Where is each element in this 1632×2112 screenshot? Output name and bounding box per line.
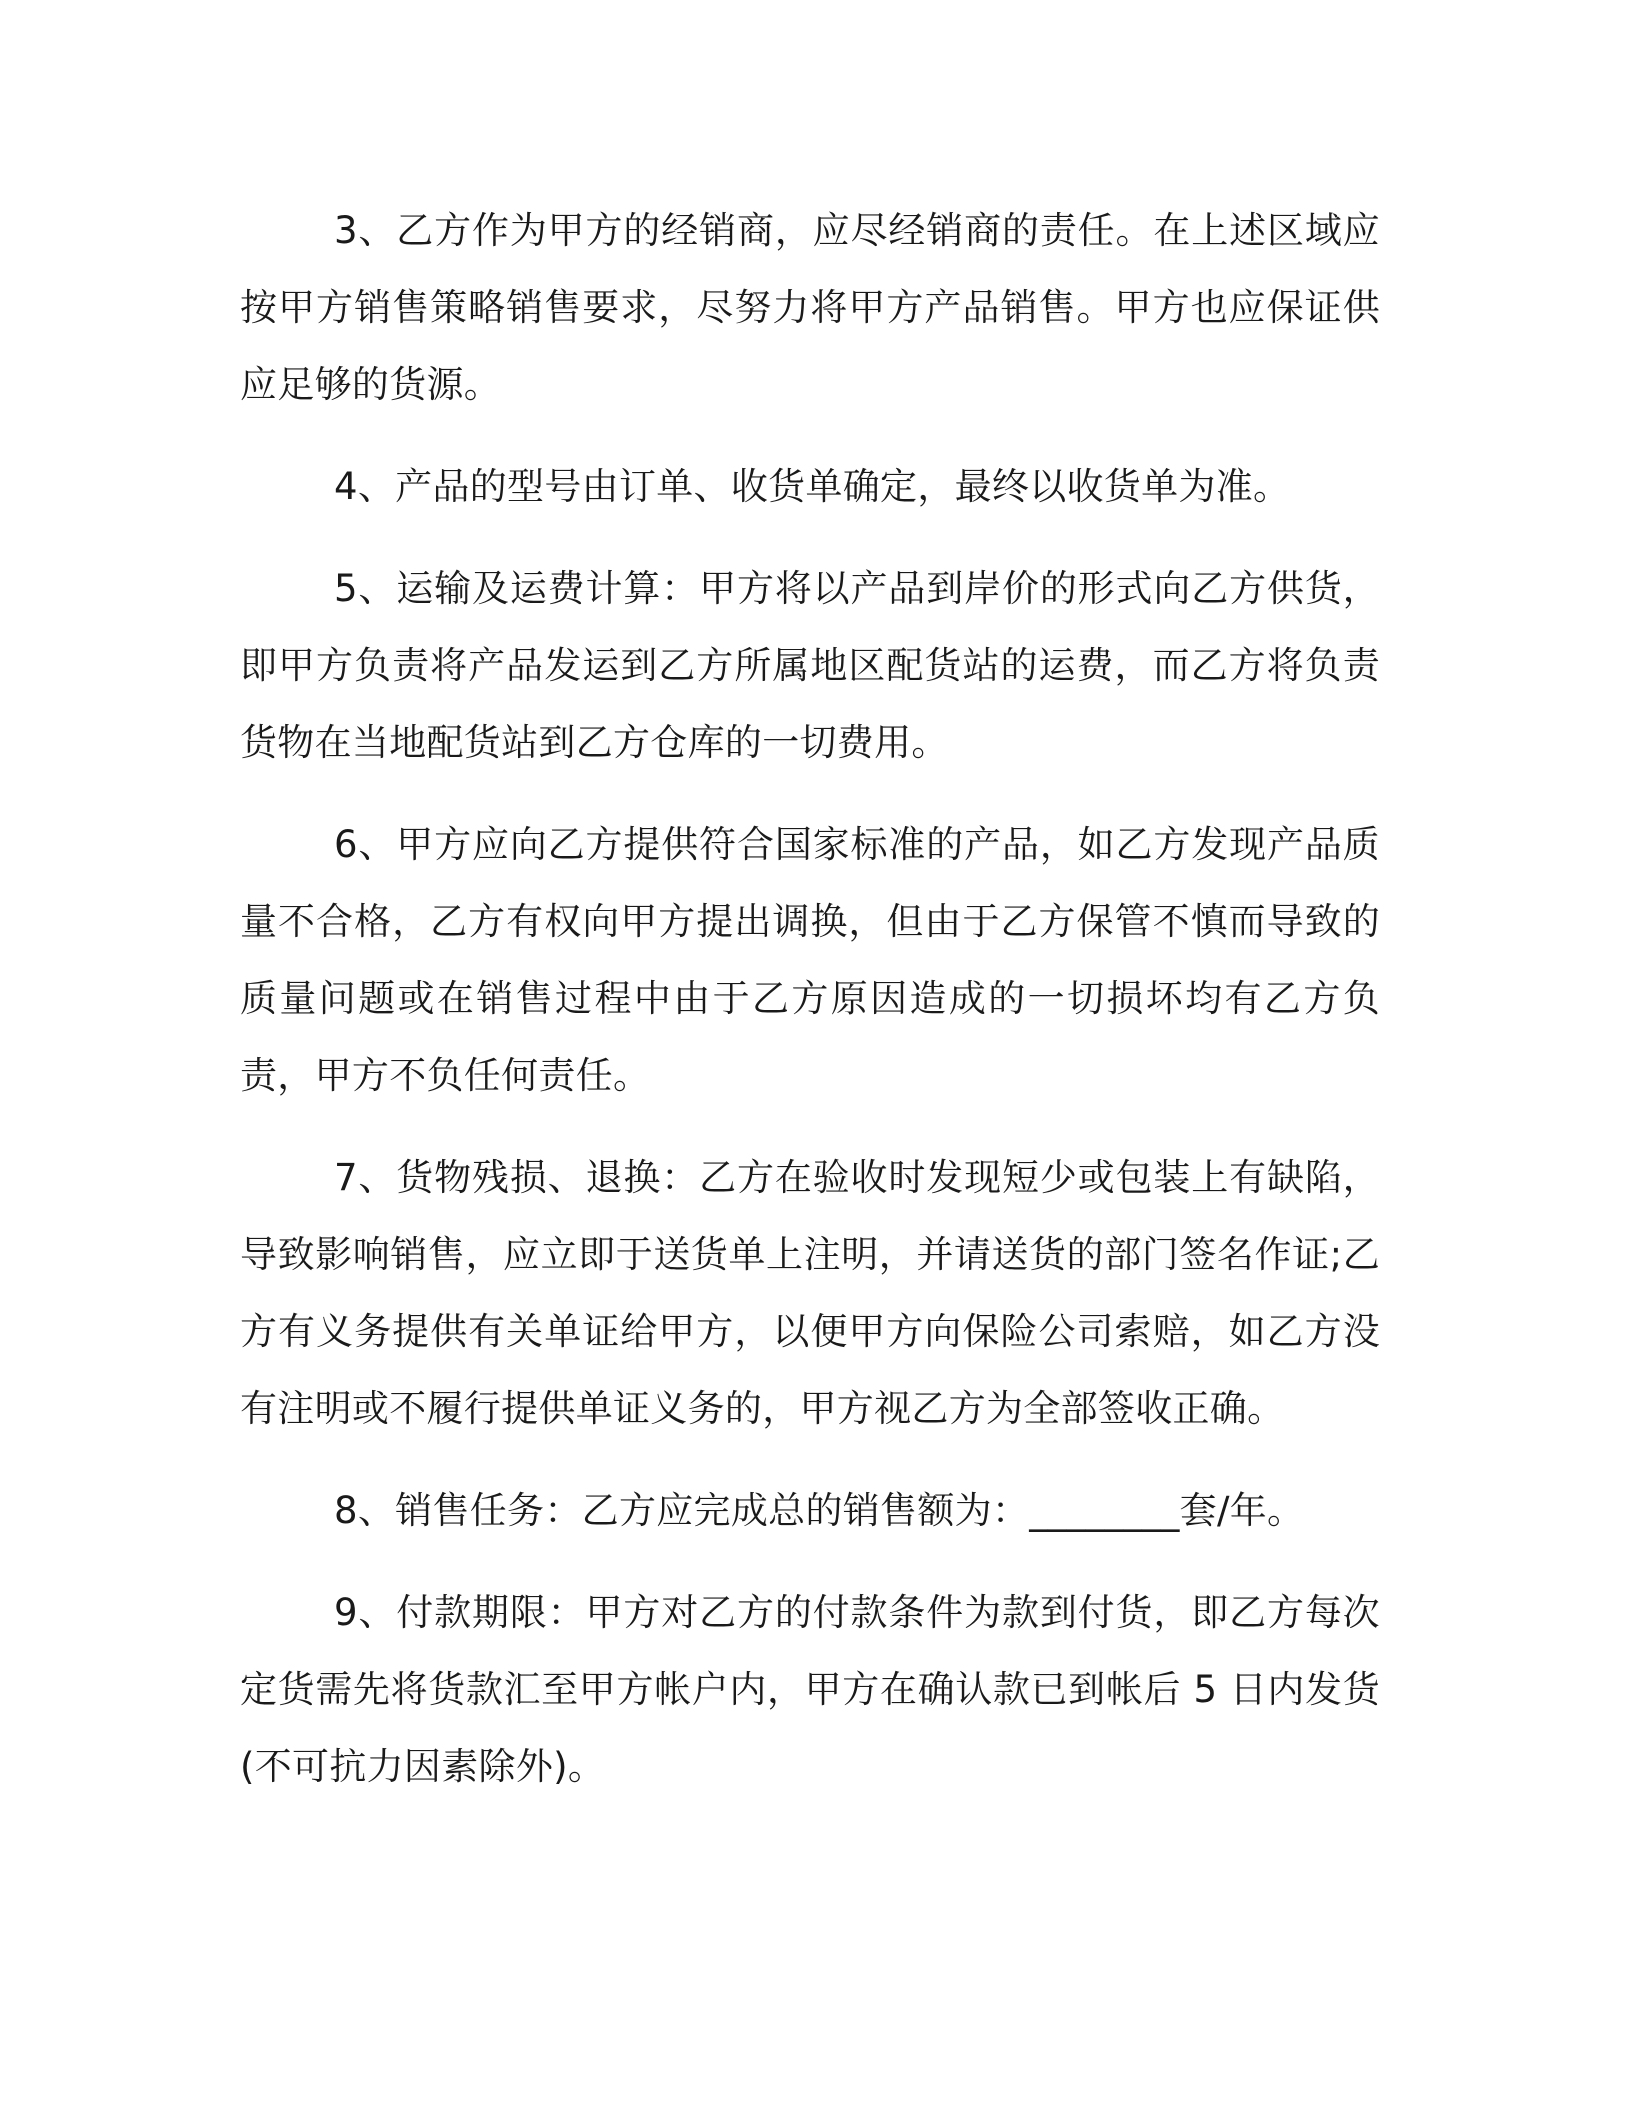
contract-body (240, 192, 1380, 1830)
clause-9: 9、付款期限：甲方对乙方的付款条件为款到付货，即乙方每次定货需先将货款汇至甲方帐户内，甲方在确认款已到帐后 5 日内发货(不可抗力因素除外)。 (240, 1591, 1380, 1788)
clause-7: 7、货物残损、退换：乙方在验收时发现短少或包装上有缺陷，导致影响销售，应立即于送货单上注明，并请送货的部门签名作证;乙方有义务提供有关单证给甲方，以便甲方向保险公司索赔，如乙方没有注明或不履行提供单证义务的，甲方视乙方为全部签收正确。 (240, 1156, 1380, 1430)
clause-6: 6、甲方应向乙方提供符合国家标准的产品，如乙方发现产品质量不合格，乙方有权向甲方提出调换，但由于乙方保管不慎而导致的质量问题或在销售过程中由于乙方原因造成的一切损坏均有乙方负责，甲方不负任何责任。 (240, 823, 1380, 1097)
clause-5: 5、运输及运费计算：甲方将以产品到岸价的形式向乙方供货，即甲方负责将产品发运到乙方所属地区配货站的运费，而乙方将负责货物在当地配货站到乙方仓库的一切费用。 (240, 567, 1380, 764)
clause-8: 8、销售任务：乙方应完成总的销售额为：________套/年。 (334, 1489, 1305, 1532)
clause-3: 3、乙方作为甲方的经销商，应尽经销商的责任。在上述区域应按甲方销售策略销售要求，尽努力将甲方产品销售。甲方也应保证供应足够的货源。 (240, 209, 1380, 406)
clause-4: 4、产品的型号由订单、收货单确定，最终以收货单为准。 (334, 465, 1291, 508)
